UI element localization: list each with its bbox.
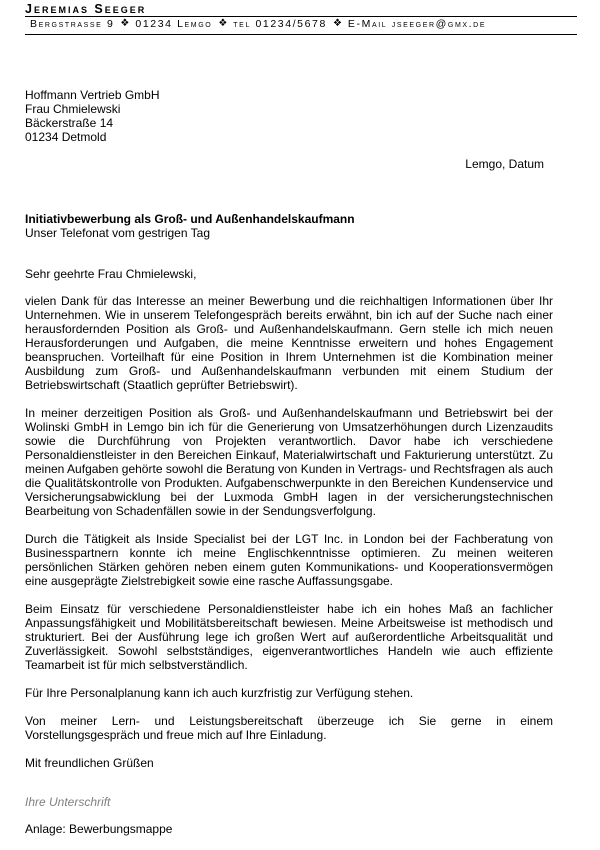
recipient-city: 01234 Detmold bbox=[25, 130, 107, 144]
place-date: Lemgo, Datum bbox=[465, 157, 544, 171]
sender-street: Bergstrasse 9 bbox=[30, 18, 115, 30]
enclosure: Anlage: Bewerbungsmappe bbox=[25, 822, 173, 836]
separator-icon: ❖ bbox=[218, 18, 228, 29]
sender-phone: tel 01234/5678 bbox=[233, 18, 327, 30]
subject-block bbox=[25, 212, 355, 240]
header-rule-bottom bbox=[25, 34, 577, 35]
sender-name: Jeremias Seeger bbox=[25, 2, 147, 16]
sender-city: 01234 Lemgo bbox=[135, 18, 213, 30]
header-rule-top bbox=[25, 16, 577, 17]
letter-body bbox=[25, 267, 553, 770]
body-paragraph: Durch die Tätigkeit als Inside Specialist bei der LGT Inc. in London bei der Fachberatung von Businesspartnern konnte ich meine Englischkenntnisse optimieren. Zu meinen weiteren persönlichen Stärken gehören neben einem guten Kommunikations- und Kooperationsvermögen eine ausgeprägte Zielstrebigkeit sowie eine rasche Auffassungsgabe. bbox=[25, 532, 553, 588]
closing: Mit freundlichen Grüßen bbox=[25, 756, 154, 770]
subject-reference: Unser Telefonat vom gestrigen Tag bbox=[25, 226, 210, 240]
recipient-address bbox=[25, 88, 160, 144]
body-paragraph: Beim Einsatz für verschiedene Personaldienstleister habe ich ein hohes Maß an fachlicher Anpassungsfähigkeit und Mobilitätsbereitschaft bewiesen. Meine Arbeitsweise ist methodisch und strukturiert. Bei der Ausführung lege ich großen Wert auf außerordentliche Arbeitsqualität und Zuverlässigkeit. Sowohl selbstständiges, eigenverantwortliches Handeln wie auch effiziente Teamarbeit ist für mich selbstverständlich. bbox=[25, 602, 553, 672]
recipient-person: Frau Chmielewski bbox=[25, 102, 121, 116]
body-paragraph: In meiner derzeitigen Position als Groß- und Außenhandelskaufmann und Betriebswirt bei der Wolinski GmbH in Lemgo bin ich für die Generierung von Umsatzerhöhungen durch Lizenzaudits sowie die Durchführung von Projekten verantwortlich. Davor habe ich verschiedene Personaldienstleister in den Bereichen Einkauf, Materialwirtschaft und Fakturierung unterstützt. Zu meinen Aufgaben gehörte sowohl die Beratung von Kunden in Vertrags- und Rechtsfragen als auch die Qualitätskontrolle von Produkten. Aufgabenschwerpunkte in den Bereichen Kundenservice und Versicherungsabwicklung bei der Luxmoda GmbH lagen in der versicherungstechnischen Bearbeitung von Schadenfällen sowie in der Sendungsverfolgung. bbox=[25, 406, 553, 518]
body-paragraph: vielen Dank für das Interesse an meiner Bewerbung und die reichhaltigen Informationen über Ihr Unternehmen. Wie in unserem Telefongespräch bereits erwähnt, bin ich auf der Suche nach einer herausfordernden Position als Groß- und Außenhandelskaufmann. Gern stelle ich mich neuen Herausforderungen und Aufgaben, die meine Kenntnisse erweitern und hohes Engagement beanspruchen. Vorteilhaft für eine Position in Ihrem Unternehmen ist die Kombination meiner Ausbildung zum Groß- und Außenhandelskaufmann verbunden mit einem Studium der Betriebswirtschaft (Staatlich geprüfter Betriebswirt). bbox=[25, 294, 553, 392]
body-paragraph: Für Ihre Personalplanung kann ich auch kurzfristig zur Verfügung stehen. bbox=[25, 686, 414, 700]
recipient-company: Hoffmann Vertrieb GmbH bbox=[25, 88, 160, 102]
sender-contact-line bbox=[30, 18, 577, 30]
recipient-street: Bäckerstraße 14 bbox=[25, 116, 114, 130]
body-paragraph: Von meiner Lern- und Leistungsbereitschaft überzeuge ich Sie gerne in einem Vorstellungsgespräch und freue mich auf Ihre Einladung. bbox=[25, 714, 553, 742]
salutation: Sehr geehrte Frau Chmielewski, bbox=[25, 267, 197, 281]
sender-email: E-Mail jseeger@gmx.de bbox=[347, 18, 487, 30]
subject-title: Initiativbewerbung als Groß- und Außenhandelskaufmann bbox=[25, 212, 355, 226]
separator-icon: ❖ bbox=[332, 18, 342, 29]
signature-placeholder: Ihre Unterschrift bbox=[25, 795, 111, 809]
separator-icon: ❖ bbox=[120, 18, 130, 29]
